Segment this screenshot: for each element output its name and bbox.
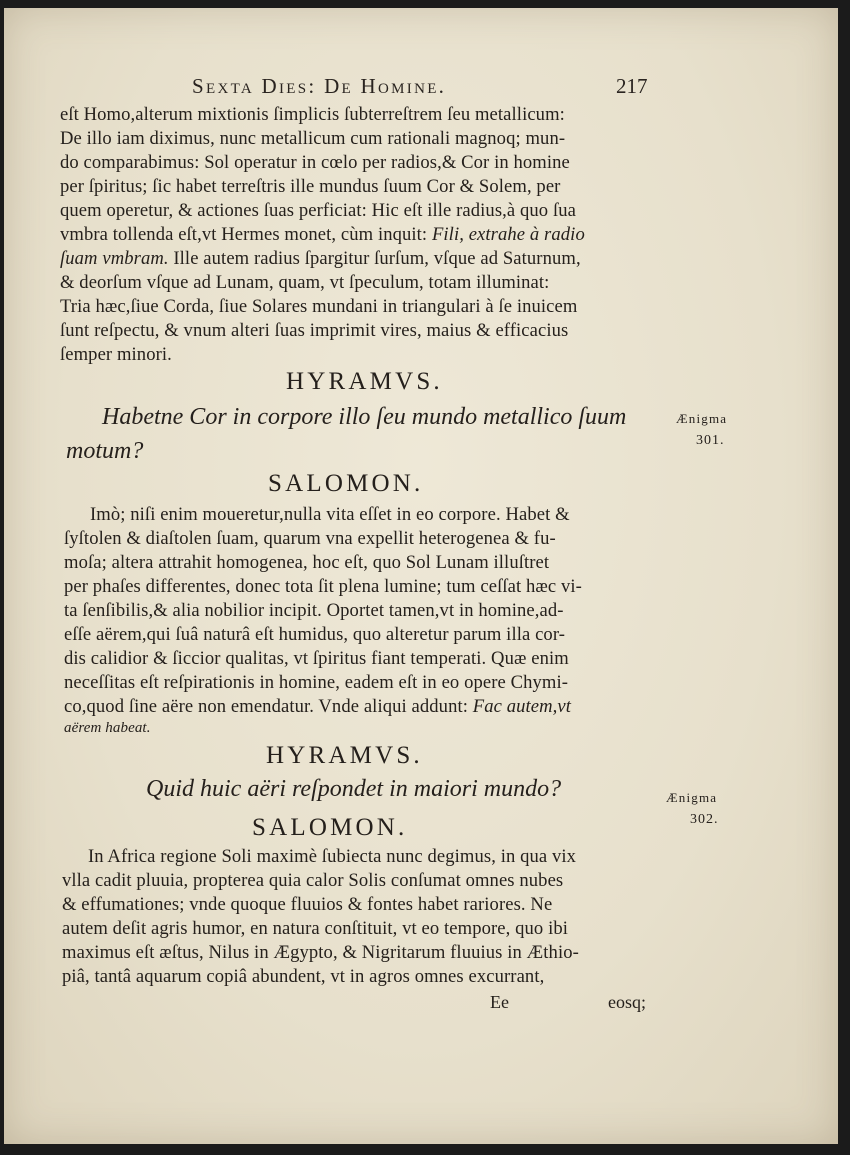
text-line: do comparabimus: Sol operatur in cœlo per radios,& Cor in homine xyxy=(60,152,570,173)
text-line: Imò; niſi enim moueretur,nulla vita eſſet in eo corpore. Habet & xyxy=(90,504,570,525)
question-line: Habetne Cor in corpore illo ſeu mundo metallico ſuum xyxy=(102,404,627,430)
text-line: De illo iam diximus, nunc metallicum cum rationali magnoq; mun- xyxy=(60,128,566,149)
enigma-label: Ænigma xyxy=(666,790,718,805)
text-span: co,quod ſine aëre non emendatur. Vnde aliqui addunt: xyxy=(64,696,468,717)
signature-mark: Ee xyxy=(490,992,509,1012)
catchword: eosq; xyxy=(608,992,646,1012)
text-line: ſemper minori. xyxy=(60,344,172,365)
text-line: maximus eſt æſtus, Nilus in Ægypto, & Nigritarum fluuius in Æthio- xyxy=(62,942,579,963)
text-line: moſa; altera attrahit homogenea, hoc eſt, quo Sol Lunam illuſtret xyxy=(64,552,550,573)
speaker-heading: SALOMON. xyxy=(268,470,424,497)
hermes-quote-end: ſuam vmbram. xyxy=(60,248,169,269)
text-line xyxy=(60,224,585,246)
speaker-heading: HYRAMVS. xyxy=(266,742,423,769)
book-page xyxy=(4,8,838,1144)
text-line: neceſſitas eſt reſpirationis in homine, eadem eſt in eo opere Chymi- xyxy=(64,672,569,693)
text-line: per ſpiritus; ſic habet terreſtris ille mundus ſuum Cor & Solem, per xyxy=(60,176,561,197)
running-head-title: Sexta Dies: De Homine. xyxy=(192,74,447,98)
text-line: & deorſum vſque ad Lunam, quam, vt ſpeculum, totam illuminat: xyxy=(60,272,550,293)
text-span: vmbra tollenda eſt,vt Hermes monet, cùm inquit: xyxy=(60,224,428,245)
text-line: eſt Homo,alterum mixtionis ſimplicis ſubterreſtrem ſeu metallicum: xyxy=(60,104,565,125)
text-line: ta ſenſibilis,& alia nobilior incipit. Oportet tamen,vt in homine,ad- xyxy=(64,600,564,621)
question-line: motum? xyxy=(66,438,144,464)
text-line: & effumationes; vnde quoque fluuios & fontes habet rariores. Ne xyxy=(62,894,553,915)
text-line: per phaſes differentes, donec tota ſit plena lumine; tum ceſſat hæc vi- xyxy=(64,576,582,597)
text-line: dis calidior & ſiccior qualitas, vt ſpiritus fiant temperati. Quæ enim xyxy=(64,648,569,669)
page-number: 217 xyxy=(616,74,648,98)
text-line: In Africa regione Soli maximè ſubiecta nunc degimus, in qua vix xyxy=(88,846,577,867)
question-line: Quid huic aëri reſpondet in maiori mundo? xyxy=(146,776,562,802)
text-line xyxy=(60,248,581,270)
speaker-heading: SALOMON. xyxy=(252,814,408,841)
text-line: ſyſtolen & diaſtolen ſuam, quarum vna expellit heterogenea & fu- xyxy=(64,528,556,549)
text-line: piâ, tantâ aquarum copiâ abundent, vt in agros omnes excurrant, xyxy=(62,966,545,987)
text-span: Ille autem radius ſpargitur ſurſum, vſque ad Saturnum, xyxy=(173,248,581,269)
text-line: quem operetur, & actiones ſuas perficiat: Hic eſt ille radius,à quo ſua xyxy=(60,200,576,221)
hermes-quote: Fili, extrahe à radio xyxy=(431,224,585,245)
text-line: autem deſit agris humor, en natura conſtituit, vt eo tempore, quo ibi xyxy=(62,918,568,939)
enigma-number: 302. xyxy=(690,812,719,827)
text-line: aërem habeat. xyxy=(64,720,151,736)
enigma-number: 301. xyxy=(696,433,725,448)
text-line xyxy=(64,696,571,718)
speaker-heading: HYRAMVS. xyxy=(286,368,443,395)
latin-quote: Fac autem,vt xyxy=(472,696,572,717)
enigma-label: Ænigma xyxy=(676,411,728,426)
text-line: ſunt reſpectu, & vnum alteri ſuas imprimit vires, maius & efficacius xyxy=(60,320,569,341)
text-line: Tria hæc,ſiue Corda, ſiue Solares mundani in triangulari à ſe inuicem xyxy=(60,296,578,317)
text-line: eſſe aërem,qui ſuâ naturâ eſt humidus, quo alteretur parum illa cor- xyxy=(64,624,566,645)
text-line: vlla cadit pluuia, propterea quia calor Solis conſumat omnes nubes xyxy=(62,870,564,891)
